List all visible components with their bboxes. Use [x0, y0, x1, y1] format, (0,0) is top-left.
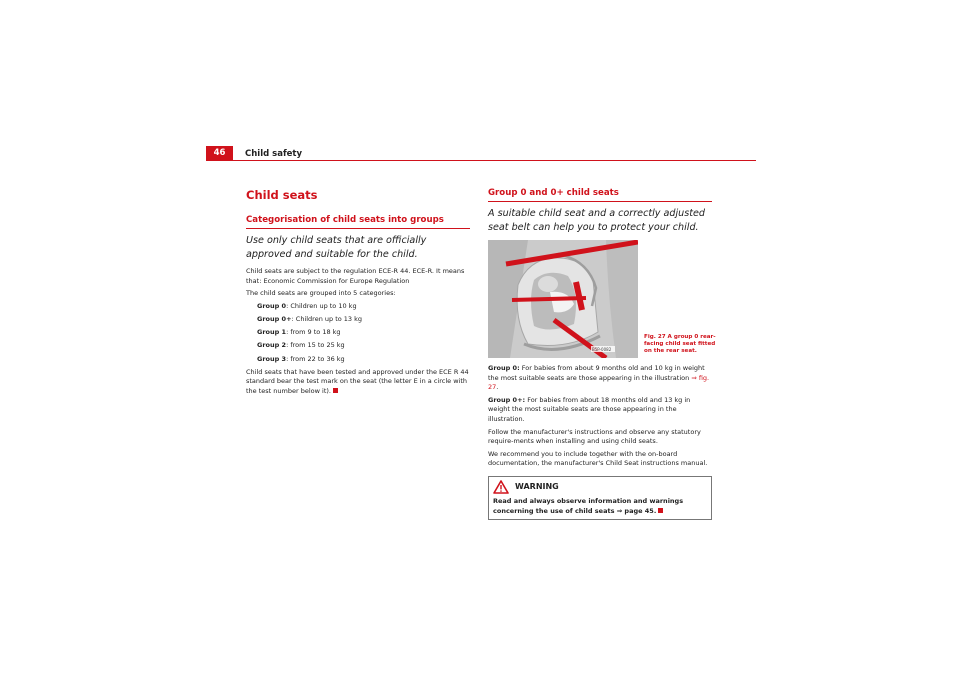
section-end-icon [333, 388, 338, 393]
group-text: : Children up to 13 kg [291, 314, 363, 323]
test-mark-text: Child seats that have been tested and approved under the ECE R 44 standard bear the test mark on the seat (the letter E in a circle with the test number below it). [246, 367, 469, 395]
group-label: Group 0 [257, 301, 287, 310]
header-rule [206, 160, 756, 161]
group-label: Group 3 [257, 354, 287, 363]
section-title-group0: Group 0 and 0+ child seats [488, 188, 712, 202]
group-item [257, 302, 470, 312]
paragraph-manufacturer: Follow the manufacturer's instructions and observe any statutory require-ments when installing and using child seats. [488, 427, 701, 446]
group-text: : Children up to 10 kg [286, 301, 357, 310]
group-item [257, 341, 470, 351]
warning-header [493, 480, 707, 494]
warning-end-icon [658, 508, 663, 513]
group-item [257, 328, 470, 338]
paragraph-group0 [488, 364, 712, 393]
group0-label: Group 0: [488, 364, 520, 372]
group-label: Group 1 [257, 328, 287, 337]
paragraph-regulation: Child seats are subject to the regulation ECE-R 44. ECE-R. It means that: Economic Commission for Europe Regulation [246, 267, 465, 285]
paragraph-categories-intro: The child seats are grouped into 5 categories: [246, 289, 396, 298]
section-title-categorisation: Categorisation of child seats into groups [246, 215, 470, 229]
warning-body: Read and always observe information and warnings concerning the use of child seats [493, 496, 684, 515]
page-45-link[interactable]: ⇒ page 45. [616, 506, 657, 515]
group0-text: For babies from about 9 months old and 10 kg in weight the most suitable seats are those appearing in the illustration [488, 364, 705, 382]
page-number-badge: 46 [206, 146, 233, 161]
figure-27 [488, 240, 716, 358]
paragraph-test-mark [246, 368, 470, 397]
warning-triangle-icon [493, 480, 509, 494]
group-list [257, 302, 470, 364]
group0-end: . [496, 383, 499, 392]
warning-box [488, 476, 712, 520]
section-lead-group0: A suitable child seat and a correctly adjusted seat belt can help you to protect your child. [488, 208, 705, 233]
group-label: Group 2 [257, 341, 287, 350]
paragraph-recommend: We recommend you to include together with the on-board documentation, the manufacturer's Child Seat instructions manual. [488, 449, 708, 468]
group0plus-label: Group 0+: [488, 395, 526, 404]
group0plus-text: For babies from about 18 months old and 13 kg in weight the most suitable seats are those appearing in the illustration. [488, 395, 691, 423]
group-label: Group 0+ [257, 314, 292, 323]
group-item [257, 315, 470, 325]
figure-code: B5P-0082 [592, 347, 612, 352]
warning-title: WARNING [515, 482, 559, 492]
right-column [488, 188, 716, 520]
fig-27-link[interactable]: ⇒ fig. 27 [488, 373, 710, 392]
warning-text [493, 497, 707, 516]
running-header: Child safety [245, 149, 303, 159]
group-text: : from 22 to 36 kg [286, 354, 345, 363]
child-seat-photo [488, 240, 638, 358]
left-column [246, 188, 470, 400]
chapter-title: Child seats [246, 188, 318, 202]
group-item [257, 355, 470, 365]
group-text: : from 9 to 18 kg [286, 328, 341, 337]
section-lead: Use only child seats that are officially approved and suitable for the child. [246, 235, 427, 260]
paragraph-group0plus [488, 396, 712, 425]
group-text: : from 15 to 25 kg [286, 341, 345, 350]
figure-caption: Fig. 27 A group 0 rear-facing child seat fitted on the rear seat. [644, 334, 716, 354]
